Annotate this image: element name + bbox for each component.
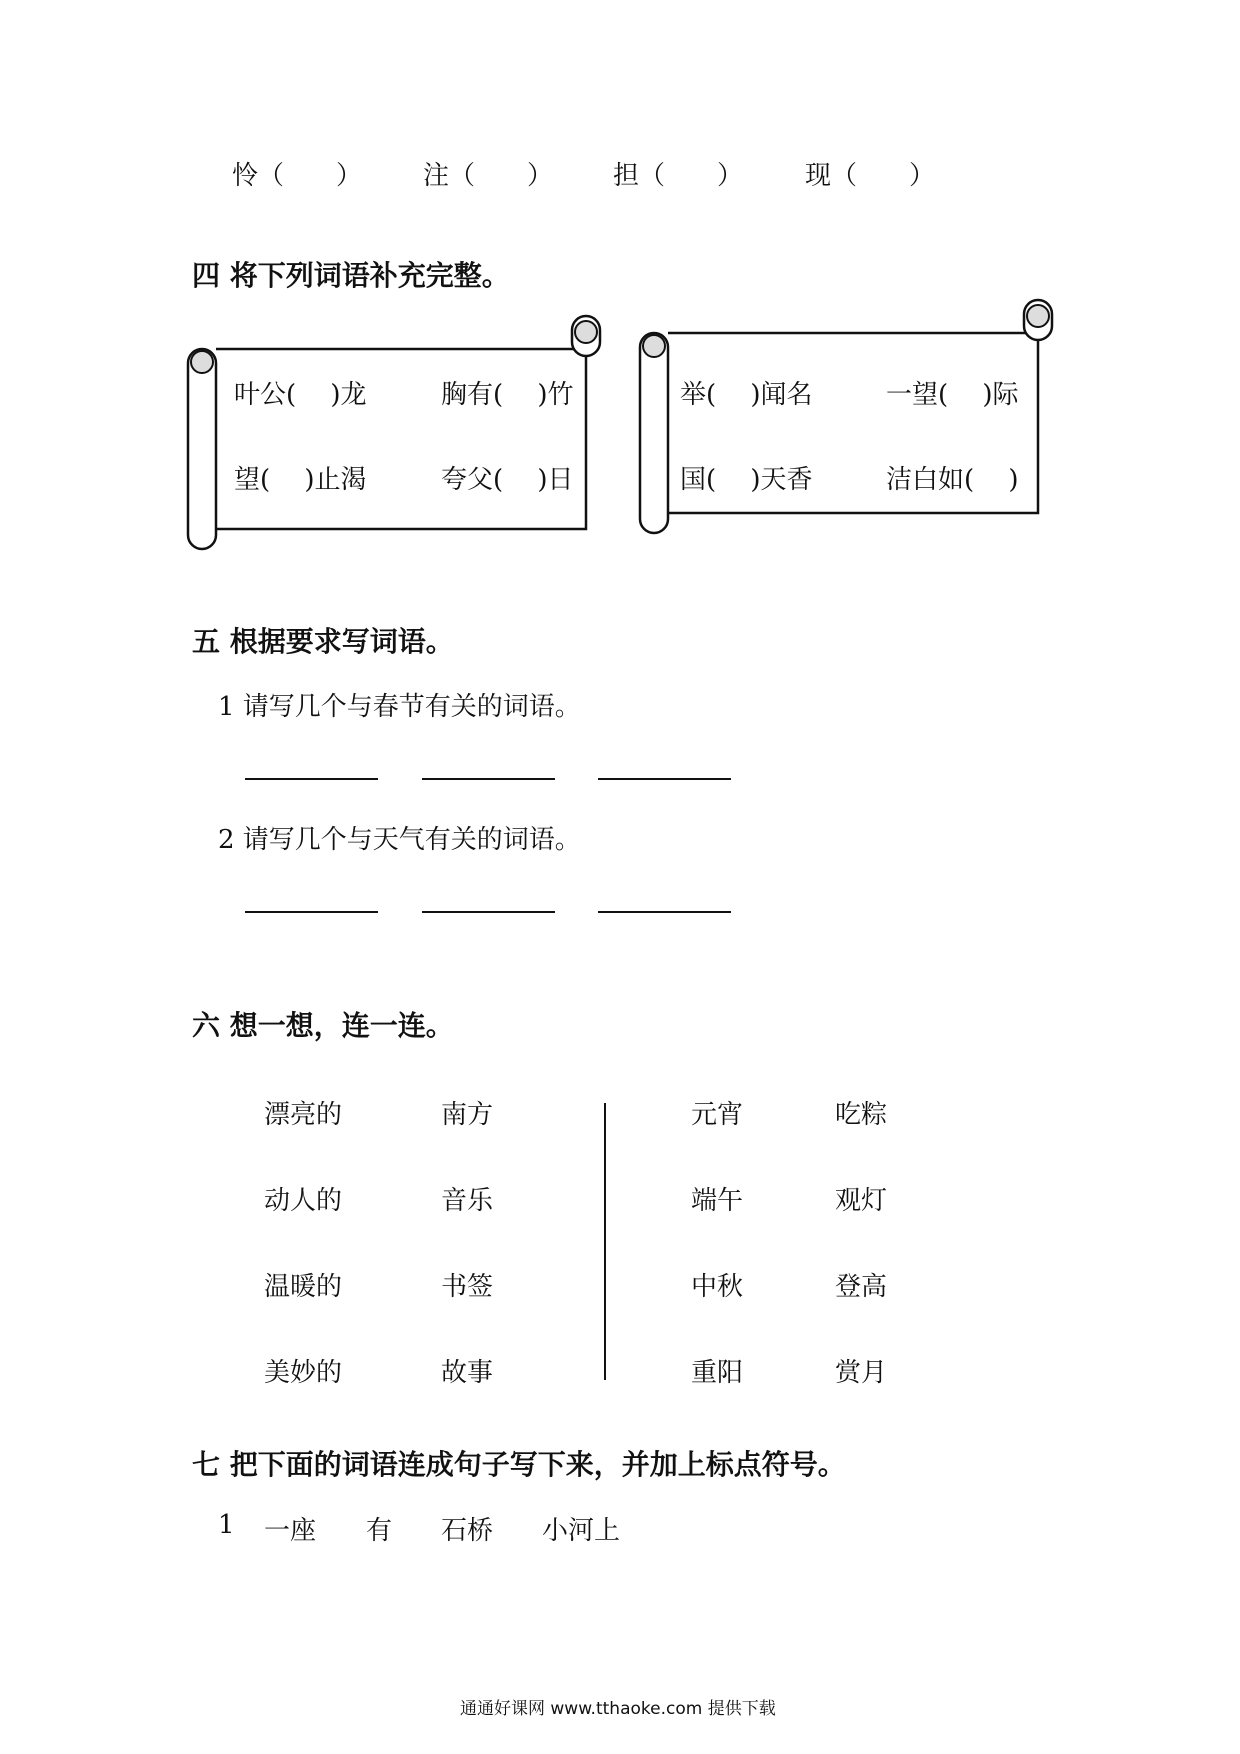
match-word: 重阳: [691, 1358, 744, 1388]
answer-blank: [598, 911, 731, 913]
section5-q2: 2 请写几个与天气有关的词语。: [218, 825, 581, 855]
answer-blank: [422, 778, 555, 780]
answer-blank: [245, 778, 378, 780]
idiom-6: 一望( )际: [886, 380, 1019, 410]
answer-blank: [422, 911, 555, 913]
top-row-item-2: [423, 155, 553, 192]
char: 现: [805, 161, 832, 191]
section7-heading: 七 把下面的词语连成句子写下来，并加上标点符号。: [192, 1448, 846, 1481]
match-word: 南方: [441, 1100, 494, 1130]
paren: （ ）: [258, 161, 363, 191]
match-word: 登高: [835, 1272, 888, 1302]
idiom-1: 叶公( )龙: [234, 380, 367, 410]
match-word: 赏月: [835, 1358, 888, 1388]
paren: （ ）: [449, 161, 554, 191]
idiom-3: 望( )止渴: [234, 465, 367, 495]
match-word: 音乐: [441, 1186, 494, 1216]
match-word: 元宵: [691, 1100, 744, 1130]
footer-credit: 通通好课网 www.tthaoke.com 提供下载: [460, 1699, 776, 1719]
match-word: 漂亮的: [264, 1100, 343, 1130]
match-word: 故事: [441, 1358, 494, 1388]
char: 注: [423, 161, 450, 191]
idiom-7: 国( )天香: [680, 465, 813, 495]
match-word: 端午: [691, 1186, 744, 1216]
section5-heading: 五 根据要求写词语。: [192, 625, 454, 658]
top-row-item-1: [232, 155, 362, 192]
section4-heading: 四 将下列词语补充完整。: [192, 259, 510, 292]
paren: （ ）: [831, 161, 936, 191]
sentence-word: 小河上: [542, 1516, 621, 1546]
section7-q1-number: 1: [218, 1510, 235, 1540]
char: 怜: [232, 161, 259, 191]
column-divider: [604, 1103, 606, 1380]
scroll-right-frame: [638, 298, 1058, 548]
idiom-2: 胸有( )竹: [441, 380, 574, 410]
top-row-item-4: [805, 155, 935, 192]
match-word: 书签: [441, 1272, 494, 1302]
match-word: 吃粽: [835, 1100, 888, 1130]
top-row-item-3: [613, 155, 743, 192]
match-word: 观灯: [835, 1186, 888, 1216]
idiom-4: 夸父( )日: [441, 465, 574, 495]
sentence-word: 一座: [264, 1516, 317, 1546]
match-word: 美妙的: [264, 1358, 343, 1388]
match-word: 温暖的: [264, 1272, 343, 1302]
match-word: 中秋: [691, 1272, 744, 1302]
section5-q1: 1 请写几个与春节有关的词语。: [218, 692, 581, 722]
sentence-word: 有: [366, 1516, 393, 1546]
char: 担: [613, 161, 640, 191]
paren: （ ）: [639, 161, 744, 191]
idiom-8: 洁白如( ): [886, 465, 1019, 495]
scroll-left-frame: [186, 314, 606, 564]
idiom-5: 举( )闻名: [680, 380, 813, 410]
answer-blank: [245, 911, 378, 913]
section6-heading: 六 想一想，连一连。: [192, 1009, 454, 1042]
match-word: 动人的: [264, 1186, 343, 1216]
sentence-word: 石桥: [441, 1516, 494, 1546]
answer-blank: [598, 778, 731, 780]
